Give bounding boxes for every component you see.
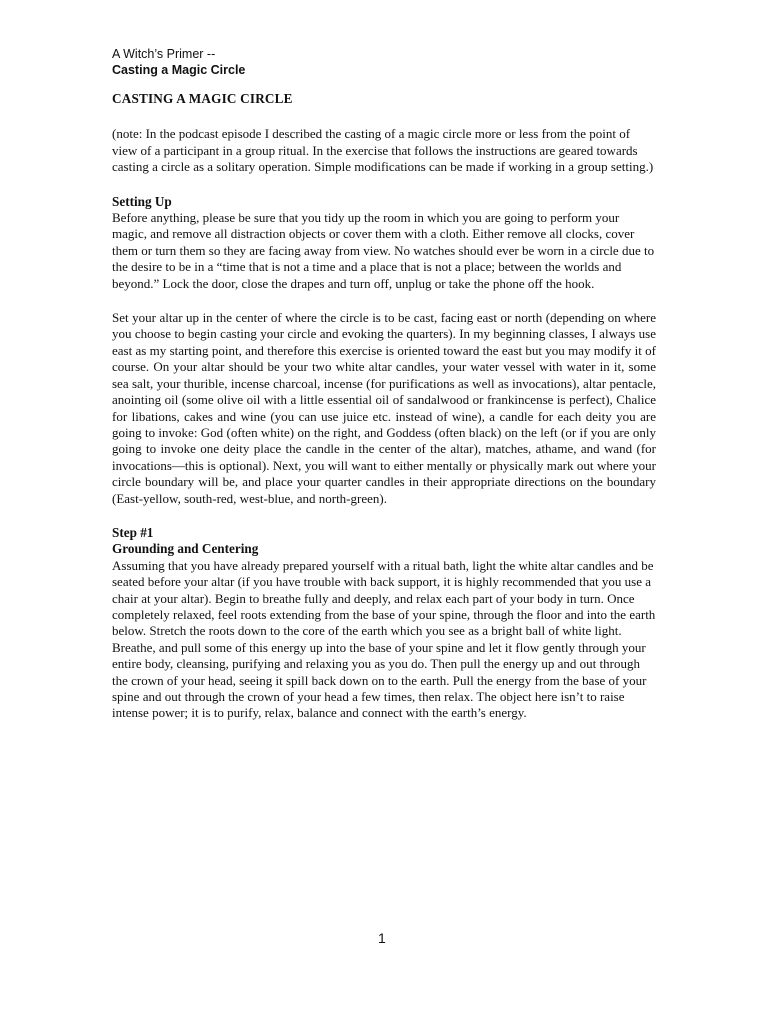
intro-note: (note: In the podcast episode I described the casting of a magic circle more or less from the point of view of a participant in a group ritual. In the exercise that follows the instructions are geared towards casting a circle as a solitary operation. Simple modifications can be made if working in a group setting.) bbox=[112, 126, 654, 175]
document-body bbox=[112, 91, 656, 722]
section-title-setting-up: Setting Up bbox=[112, 193, 172, 209]
header-subtitle: Casting a Magic Circle bbox=[112, 63, 246, 77]
header-title: A Witch’s Primer -- bbox=[112, 47, 216, 61]
step-title: Grounding and Centering bbox=[112, 541, 259, 557]
running-header bbox=[112, 46, 245, 78]
paragraph-setting-up-2: Set your altar up in the center of where the circle is to be cast, facing east or north (depending on where you choose to begin casting your circle and evoking the quarters). In my beginning classes, I always use east as my starting point, and therefore this exercise is oriented toward the east but you may modify it of course. On your altar should be your two white altar candles, your water vessel with water in it, some sea salt, your thurible, incense charcoal, incense (for purifications as well as invocations), altar pentacle, anointing oil (some olive oil with a little essential oil of sandalwood or frankincense is perfect), Chalice for libations, cakes and wine (you can use juice etc. instead of wine), a candle for each deity you are going to invoke: God (often white) on the right, and Goddess (often black) on the left (or if you are only going to invoke one deity place the candle in the center of the altar), matches, athame, and wand (for invocations—this is optional). Next, you will want to either mentally or physically mark out where your circle boundary will be, and place your quarter candles in their appropriate directions on the boundary (East-yellow, south-red, west-blue, and north-green). bbox=[112, 310, 656, 506]
paragraph-step-1: Assuming that you have already prepared yourself with a ritual bath, light the white altar candles and be seated before your altar (if you have trouble with back support, it is highly recommended that you use a chair at your altar). Begin to breathe fully and deeply, and relax each part of your body in turn. Once completely relaxed, feel roots extending from the base of your spine, through the floor and into the earth below. Stretch the roots down to the core of the earth which you see as a bright ball of white light. Breathe, and pull some of this energy up into the base of your spine and let it flow gently through your entire body, cleansing, purifying and relaxing you as you do. Then pull the energy up and out through the crown of your head, seeing it spill back down on to the earth. Pull the energy from the base of your spine and out through the crown of your head a few times, then relax. The object here isn’t to raise intense power; it is to purify, relax, balance and connect with the earth’s energy. bbox=[112, 557, 656, 721]
step-label: Step #1 bbox=[112, 524, 154, 540]
document-heading: CASTING A MAGIC CIRCLE bbox=[112, 91, 293, 106]
paragraph-setting-up-1: Before anything, please be sure that you tidy up the room in which you are going to perform your magic, and remove all distraction objects or cover them with a cloth. Either remove all clocks, cover them or turn them so they are facing away from view. No watches should ever be worn in a circle due to the desire to be in a “time that is not a time and a place that is not a place; between the worlds and beyond.” Lock the door, close the drapes and turn off, unplug or take the phone off the hook. bbox=[112, 210, 655, 291]
page-number: 1 bbox=[378, 930, 386, 946]
